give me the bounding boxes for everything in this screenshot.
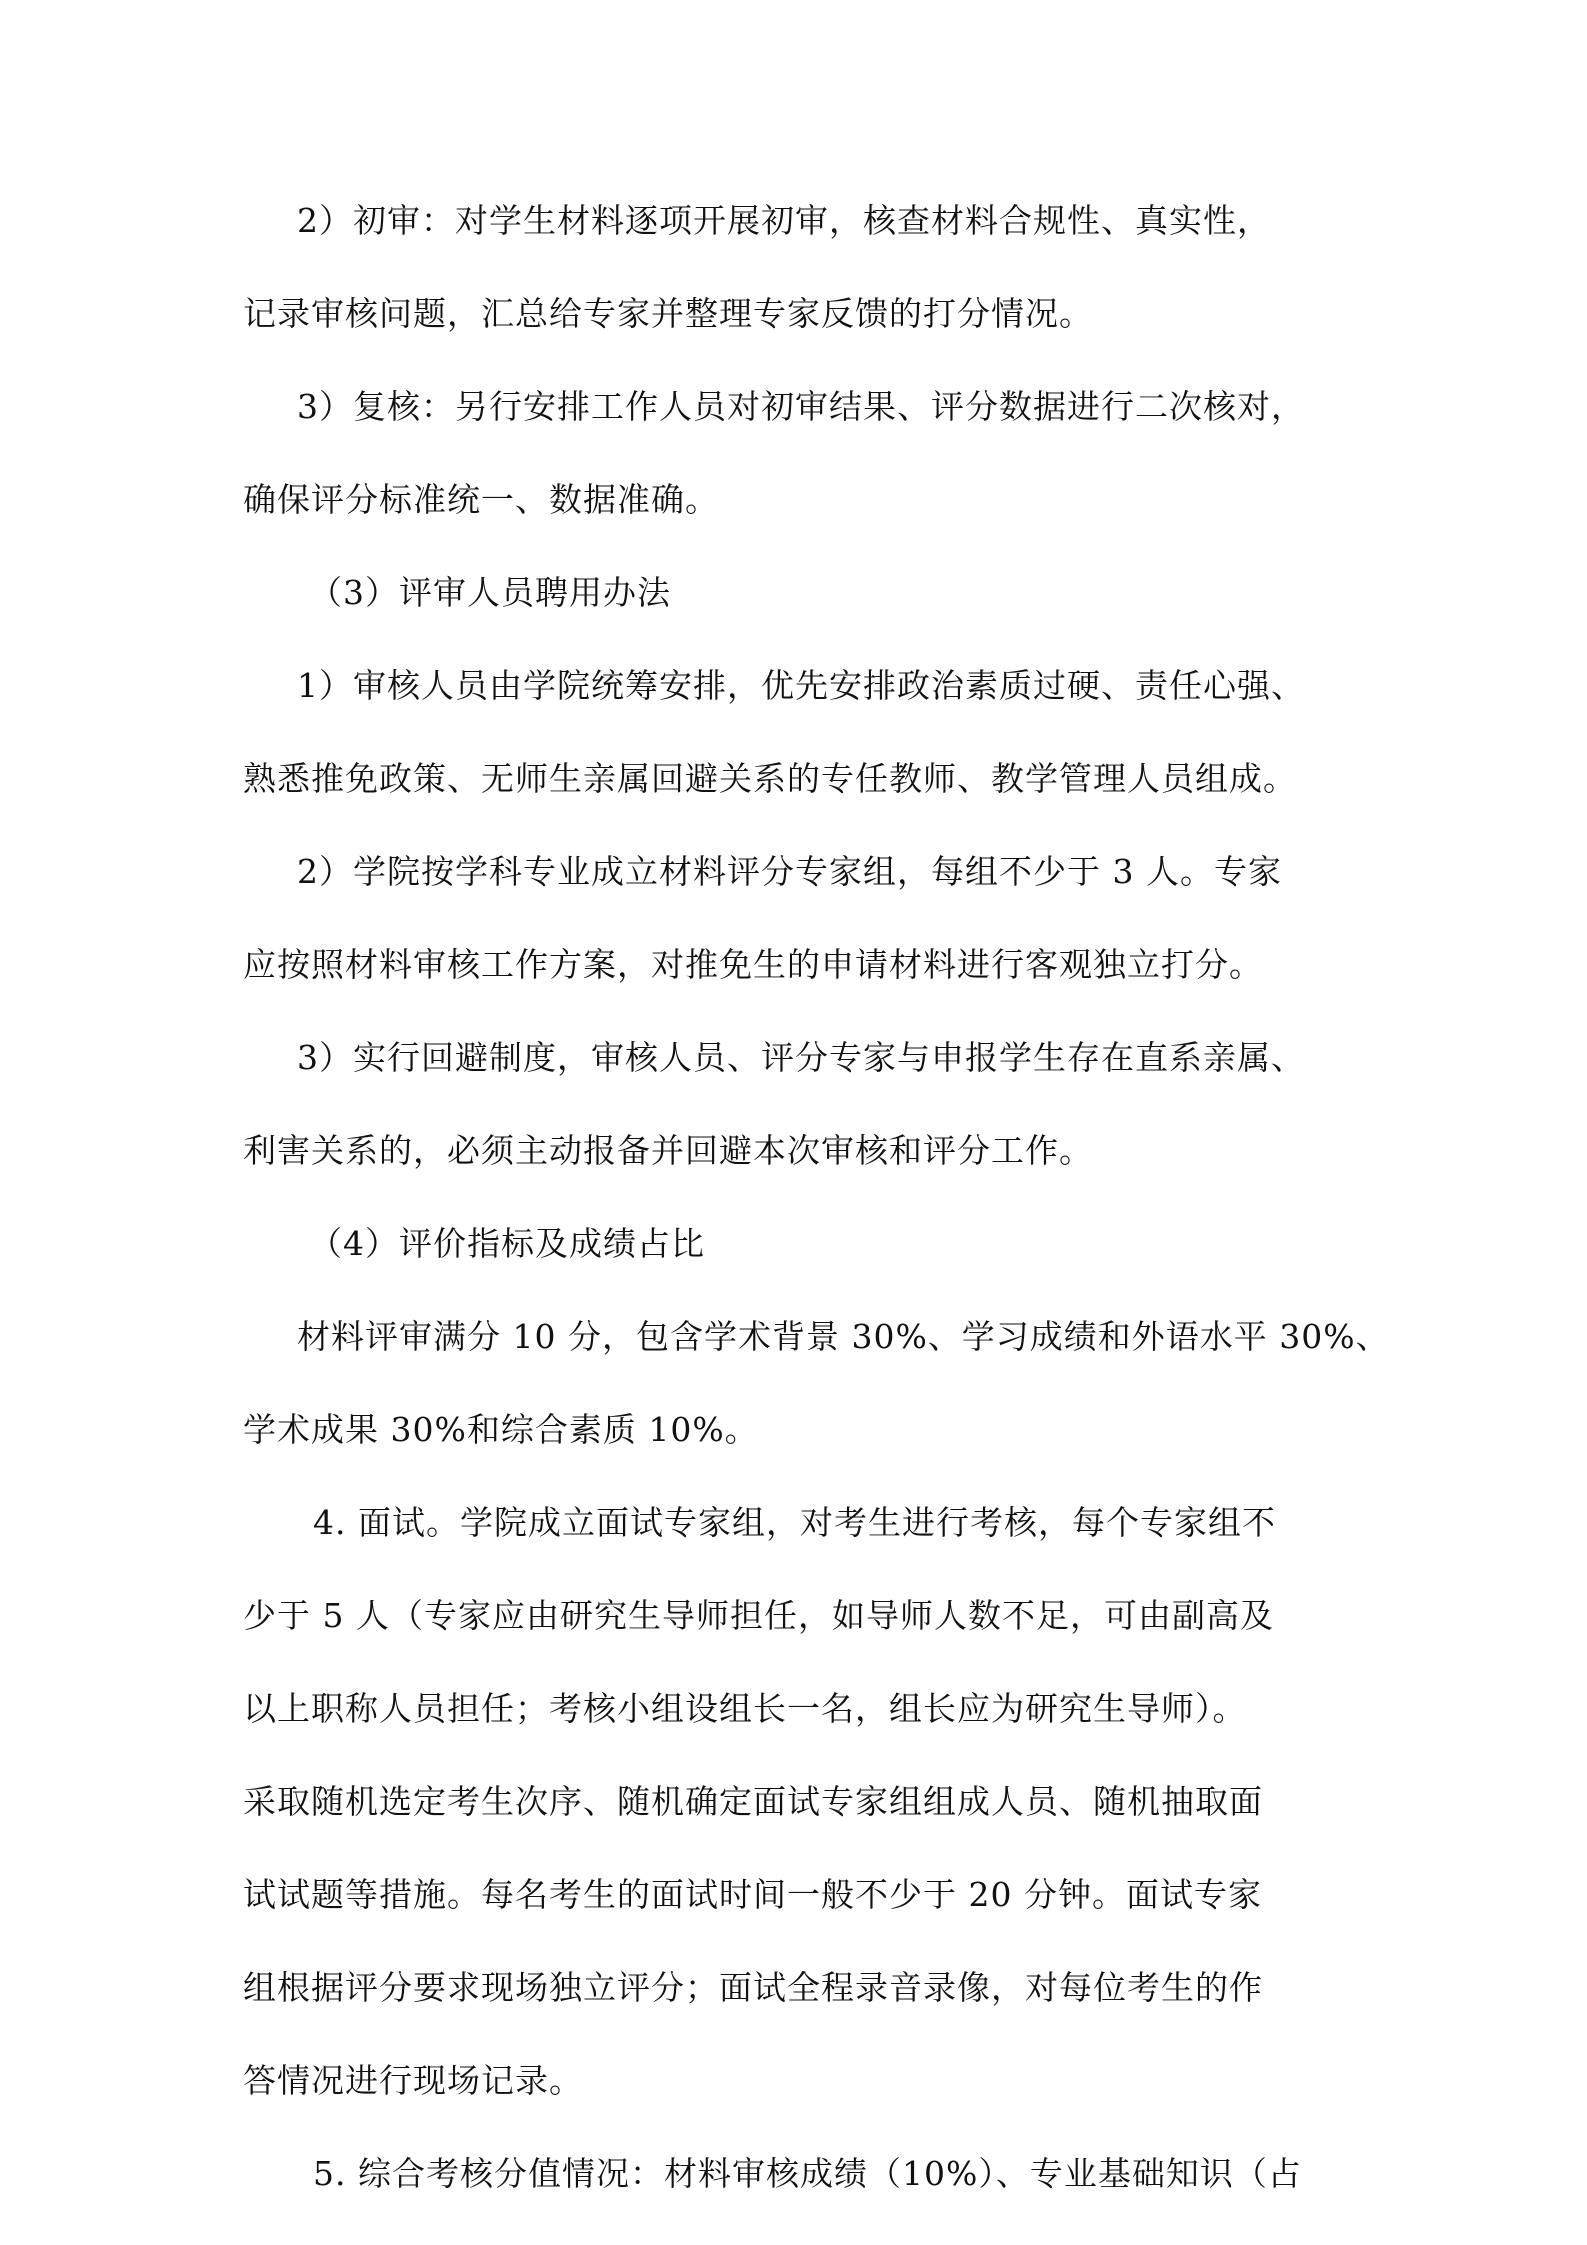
section-heading-reviewer-hiring bbox=[243, 570, 1355, 616]
paragraph-reviewer-arrangement bbox=[243, 663, 1355, 802]
text-line: 答情况进行现场记录。 bbox=[243, 2061, 583, 2100]
paragraph-material-score bbox=[243, 1314, 1390, 1453]
text-line: 1）审核人员由学院统筹安排，优先安排政治素质过硬、责任心强、 bbox=[297, 666, 1305, 705]
text-line: （3）评审人员聘用办法 bbox=[309, 573, 671, 612]
text-line: 熟悉推免政策、无师生亲属回避关系的专任教师、教学管理人员组成。 bbox=[243, 759, 1297, 798]
text-line: 利害关系的，必须主动报备并回避本次审核和评分工作。 bbox=[243, 1131, 1093, 1170]
paragraph-recheck bbox=[243, 384, 1355, 523]
text-line: 试试题等措施。每名考生的面试时间一般不少于 20 分钟。面试专家 bbox=[243, 1875, 1262, 1914]
text-line: 采取随机选定考生次序、随机确定面试专家组组成人员、随机抽取面 bbox=[243, 1782, 1263, 1821]
text-line: 以上职称人员担任；考核小组设组长一名，组长应为研究生导师）。 bbox=[243, 1689, 1247, 1728]
paragraph-interview bbox=[243, 1500, 1355, 2104]
paragraph-recusal bbox=[243, 1035, 1355, 1174]
text-line: 材料评审满分 10 分，包含学术背景 30%、学习成绩和外语水平 30%、 bbox=[297, 1317, 1390, 1356]
document-body bbox=[243, 198, 1390, 2244]
text-line: 3）实行回避制度，审核人员、评分专家与申报学生存在直系亲属、 bbox=[297, 1038, 1305, 1077]
paragraph-expert-group bbox=[243, 849, 1355, 988]
text-line: 学术成果 30%和综合素质 10%。 bbox=[243, 1410, 759, 1449]
text-line: 3）复核：另行安排工作人员对初审结果、评分数据进行二次核对， bbox=[297, 387, 1305, 426]
text-line: 确保评分标准统一、数据准确。 bbox=[243, 480, 719, 519]
text-line: 组根据评分要求现场独立评分；面试全程录音录像，对每位考生的作 bbox=[243, 1968, 1263, 2007]
text-line: 2）初审：对学生材料逐项开展初审，核查材料合规性、真实性， bbox=[297, 201, 1271, 240]
text-line: 记录审核问题，汇总给专家并整理专家反馈的打分情况。 bbox=[243, 294, 1093, 333]
text-line: 应按照材料审核工作方案，对推免生的申请材料进行客观独立打分。 bbox=[243, 945, 1263, 984]
text-line: 少于 5 人（专家应由研究生导师担任，如导师人数不足，可由副高及 bbox=[243, 1596, 1274, 1635]
paragraph-comprehensive-score bbox=[243, 2151, 1355, 2197]
text-line: （4）评价指标及成绩占比 bbox=[309, 1224, 705, 1263]
text-line: 5. 综合考核分值情况：材料审核成绩（10%）、专业基础知识（占 bbox=[313, 2154, 1302, 2193]
section-heading-evaluation-indicators bbox=[243, 1221, 1355, 1267]
text-line: 2）学院按学科专业成立材料评分专家组，每组不少于 3 人。专家 bbox=[297, 852, 1282, 891]
paragraph-initial-review bbox=[243, 198, 1355, 337]
text-line: 4. 面试。学院成立面试专家组，对考生进行考核，每个专家组不 bbox=[313, 1503, 1276, 1542]
